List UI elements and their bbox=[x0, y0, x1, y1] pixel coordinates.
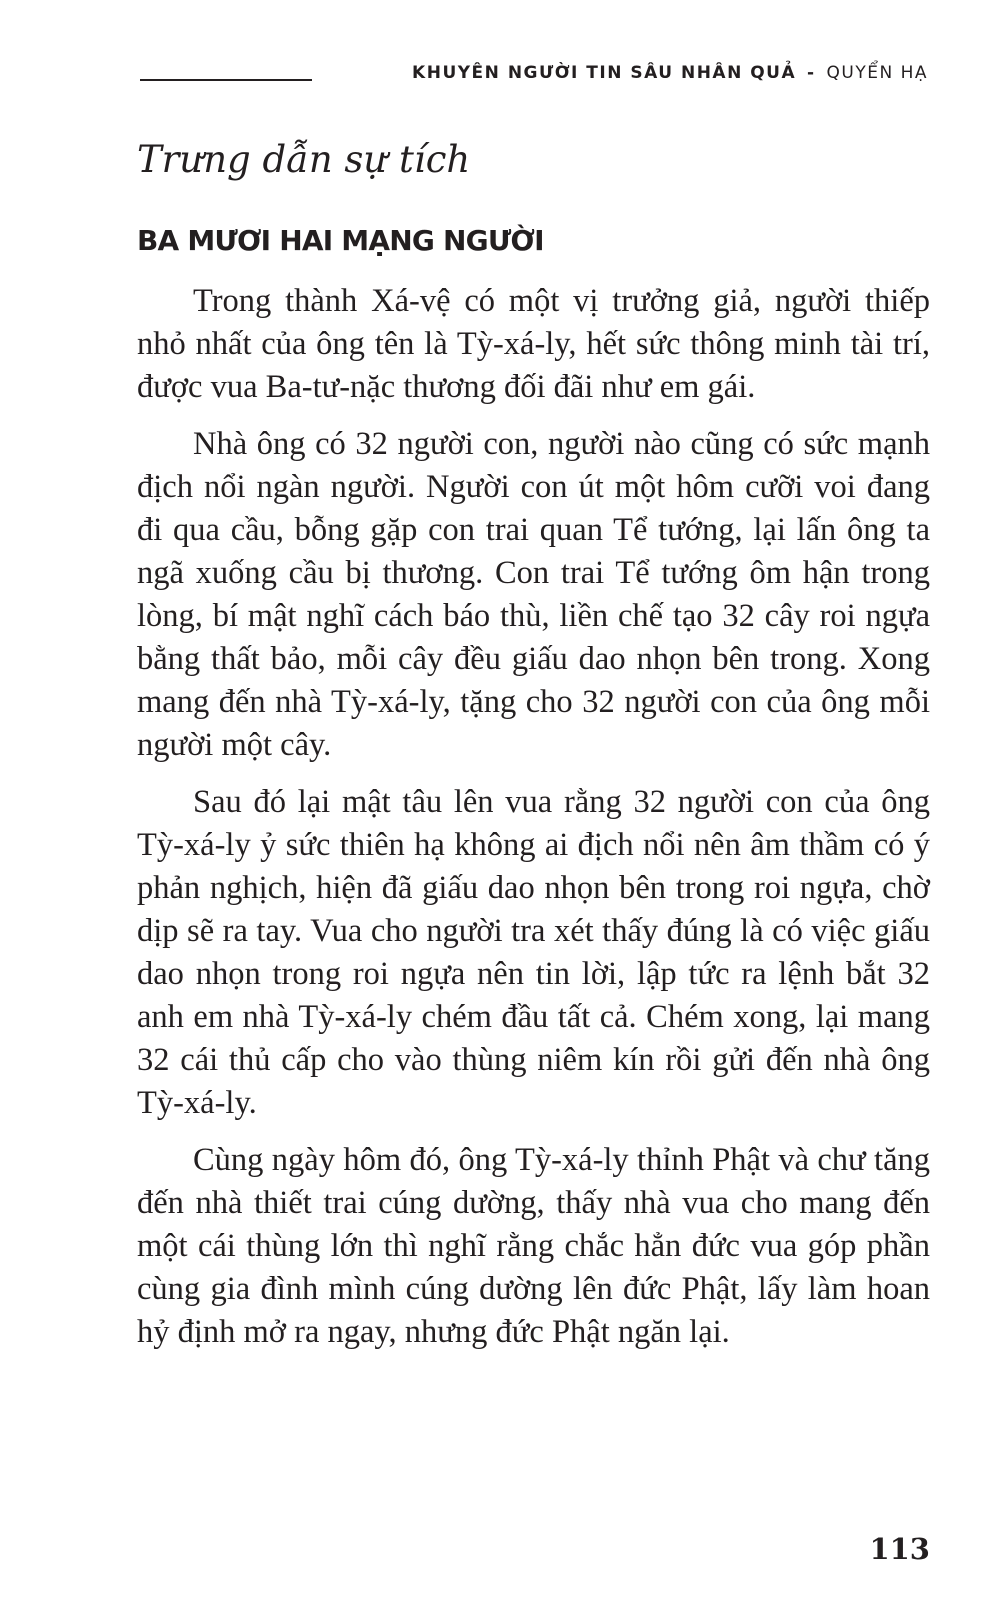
story-title: BA MƯƠI HAI MẠNG NGƯỜI bbox=[137, 224, 544, 257]
header-rule bbox=[140, 79, 312, 81]
body-text bbox=[137, 280, 930, 1354]
running-header bbox=[412, 63, 928, 83]
paragraph: Sau đó lại mật tâu lên vua rằng 32 người con của ông Tỳ-xá-ly ỷ sức thiên hạ không ai địch nổi nên âm thầm có ý phản nghịch, hiện đã giấu dao nhọn bên trong roi ngựa, chờ dịp sẽ ra tay. Vua cho người tra xét thấy đúng là có việc giấu dao nhọn trong roi ngựa nên tin lời, lập tức ra lệnh bắt 32 anh em nhà Tỳ-xá-ly chém đầu tất cả. Chém xong, lại mang 32 cái thủ cấp cho vào thùng niêm kín rồi gửi đến nhà ông Tỳ-xá-ly. bbox=[137, 784, 930, 1121]
section-title: Trưng dẫn sự tích bbox=[137, 138, 471, 181]
volume-label: QUYỂN HẠ bbox=[826, 63, 928, 83]
paragraph: Trong thành Xá-vệ có một vị trưởng giả, người thiếp nhỏ nhất của ông tên là Tỳ-xá-ly, hết sức thông minh tài trí, được vua Ba-tư-nặc thương đối đãi như em gái. bbox=[137, 283, 930, 405]
paragraph: Cùng ngày hôm đó, ông Tỳ-xá-ly thỉnh Phật và chư tăng đến nhà thiết trai cúng dường, thấy nhà vua cho mang đến một cái thùng lớn thì nghĩ rằng chắc hẳn đức vua góp phần cùng gia đình mình cúng dường lên đức Phật, lấy làm hoan hỷ định mở ra ngay, nhưng đức Phật ngăn lại. bbox=[137, 1142, 930, 1350]
page-number: 113 bbox=[869, 1532, 930, 1566]
book-title: KHUYÊN NGƯỜI TIN SÂU NHÂN QUẢ bbox=[412, 63, 797, 83]
header-separator: - bbox=[807, 63, 816, 83]
paragraph: Nhà ông có 32 người con, người nào cũng có sức mạnh địch nổi ngàn người. Người con út một hôm cưỡi voi đang đi qua cầu, bỗng gặp con trai quan Tể tướng, lại lấn ông ta ngã xuống cầu bị thương. Con trai Tể tướng ôm hận trong lòng, bí mật nghĩ cách báo thù, liền chế tạo 32 cây roi ngựa bằng thất bảo, mỗi cây đều giấu dao nhọn bên trong. Xong mang đến nhà Tỳ-xá-ly, tặng cho 32 người con của ông mỗi người một cây. bbox=[137, 426, 930, 763]
